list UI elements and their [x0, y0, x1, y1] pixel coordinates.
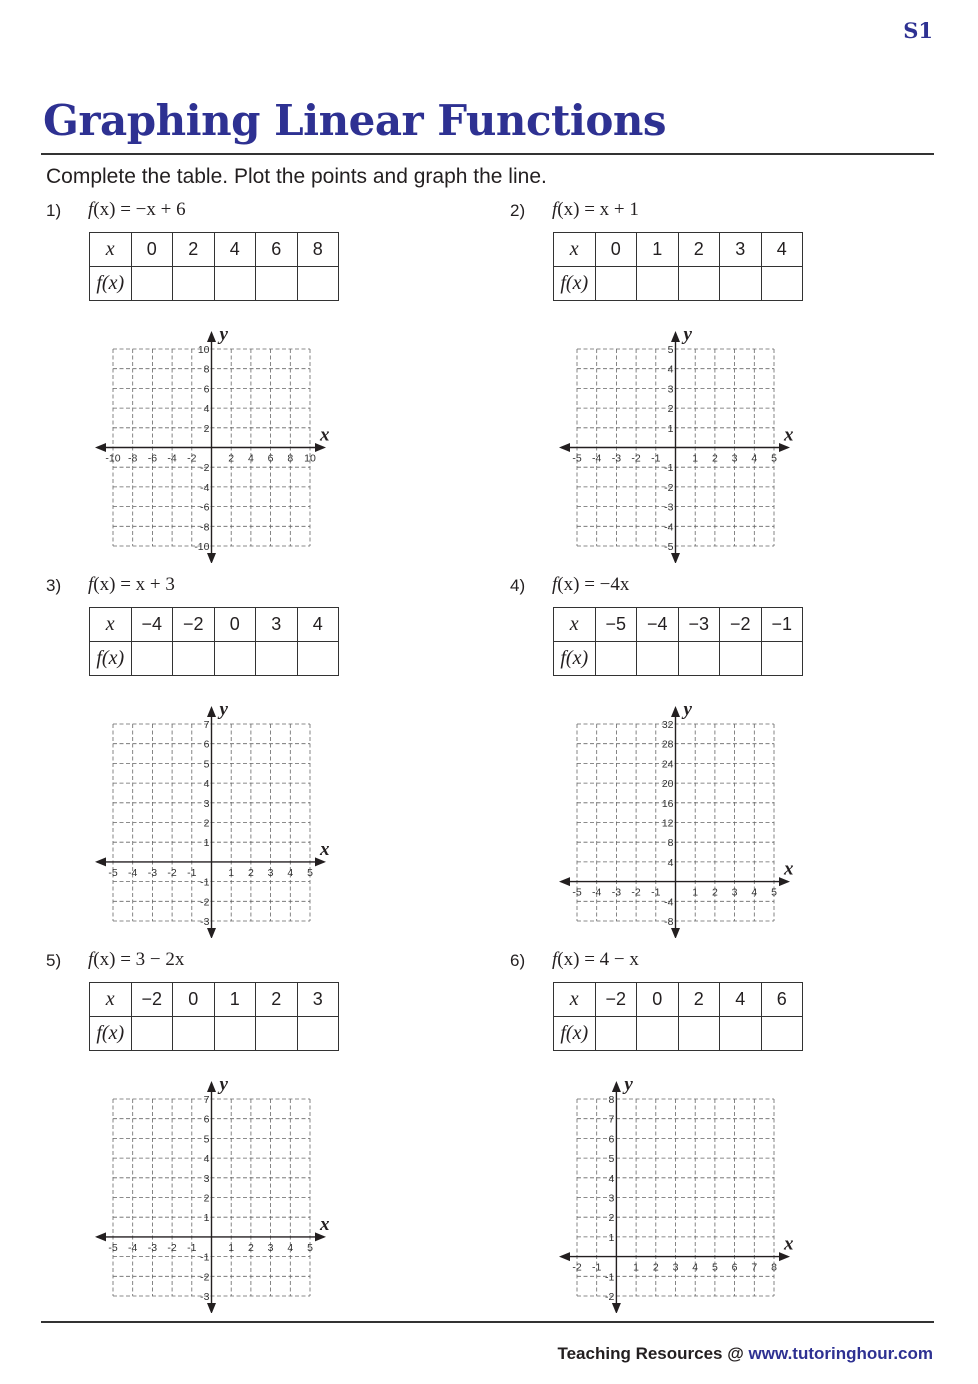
fx-answer-cell[interactable]	[678, 642, 720, 676]
x-tick-label: -2	[631, 886, 641, 899]
x-value-cell: 6	[256, 233, 298, 267]
sheet-code: S1	[903, 18, 933, 43]
x-tick-label: 2	[711, 452, 718, 465]
fx-answer-cell[interactable]	[214, 267, 256, 301]
y-axis-up-arrow-icon	[671, 706, 680, 717]
x-value-cell: 0	[637, 983, 679, 1017]
y-tick-label: 3	[608, 1192, 615, 1205]
x-value-cell: 3	[720, 233, 762, 267]
x-header-cell: x	[90, 983, 132, 1017]
y-axis-up-arrow-icon	[207, 706, 216, 717]
y-tick-label: 16	[661, 797, 674, 810]
y-tick-label: 8	[203, 363, 210, 376]
y-tick-label: 5	[203, 758, 210, 771]
x-tick-label: -2	[167, 866, 177, 879]
problem-6	[510, 951, 870, 1321]
x-tick-label: 4	[287, 866, 294, 879]
x-tick-label: 4	[287, 1241, 294, 1254]
fx-answer-cell[interactable]	[297, 1017, 339, 1051]
y-tick-label: -10	[194, 541, 210, 553]
function-rule	[88, 949, 184, 971]
coordinate-grid[interactable]	[550, 313, 800, 563]
fx-answer-cell[interactable]	[761, 1017, 803, 1051]
x-tick-label: -5	[108, 866, 118, 879]
y-tick-label: 6	[608, 1133, 615, 1146]
x-axis-label: x	[784, 1233, 794, 1255]
function-argument: (x)	[557, 574, 580, 595]
problem-3	[46, 576, 406, 946]
y-tick-label: 4	[608, 1172, 615, 1185]
fx-answer-cell[interactable]	[637, 1017, 679, 1051]
y-tick-label: 4	[203, 1153, 210, 1166]
y-tick-label: 6	[203, 383, 210, 396]
y-axis-label: y	[219, 699, 228, 720]
x-tick-label: 8	[771, 1261, 777, 1274]
x-value-cell: 0	[131, 233, 173, 267]
y-tick-label: 4	[203, 778, 210, 791]
x-tick-label: -3	[611, 886, 622, 899]
x-axis-label: x	[320, 1213, 330, 1235]
y-axis-down-arrow-icon	[207, 553, 216, 563]
y-tick-label: -1	[200, 1251, 210, 1264]
x-value-cell: 4	[297, 608, 339, 642]
x-tick-label: -2	[572, 1261, 582, 1274]
fx-answer-cell[interactable]	[678, 267, 720, 301]
x-row	[90, 608, 339, 642]
fx-answer-cell[interactable]	[678, 1017, 720, 1051]
x-tick-label: 1	[692, 452, 699, 465]
y-tick-label: 2	[203, 817, 210, 830]
x-value-cell: −5	[595, 608, 637, 642]
y-axis-label: y	[624, 1074, 633, 1095]
y-tick-label: 8	[667, 837, 674, 850]
y-tick-label: -4	[200, 481, 210, 494]
y-axis-label: y	[683, 324, 692, 345]
x-tick-label: -1	[187, 866, 197, 879]
y-tick-label: 5	[608, 1153, 615, 1166]
y-tick-label: -4	[664, 521, 674, 534]
x-row	[90, 983, 339, 1017]
x-axis-left-arrow-icon	[95, 857, 106, 866]
y-tick-label: 1	[667, 422, 674, 435]
function-rule	[88, 574, 175, 596]
x-tick-label: 2	[228, 452, 235, 465]
y-tick-label: -5	[664, 541, 674, 553]
fx-header-cell: f(x)	[90, 267, 132, 301]
y-tick-label: -4	[664, 896, 674, 909]
x-header-cell: x	[90, 233, 132, 267]
x-axis-label: x	[784, 424, 794, 446]
fx-answer-cell[interactable]	[173, 642, 215, 676]
y-tick-label: -1	[605, 1271, 615, 1284]
fx-header-cell: f(x)	[90, 1017, 132, 1051]
x-tick-label: -8	[128, 452, 138, 465]
x-tick-label: -1	[651, 452, 661, 465]
fx-row	[554, 267, 803, 301]
y-tick-label: -2	[200, 896, 210, 909]
y-tick-label: 2	[608, 1212, 615, 1225]
y-tick-label: -6	[200, 501, 210, 514]
y-tick-label: 2	[203, 422, 210, 435]
x-tick-label: -3	[147, 866, 158, 879]
y-axis-label: y	[219, 324, 228, 345]
function-name: f	[88, 949, 94, 970]
fx-answer-cell[interactable]	[173, 267, 215, 301]
x-header-cell: x	[554, 983, 596, 1017]
y-tick-label: 2	[203, 1192, 210, 1205]
fx-answer-cell[interactable]	[131, 267, 173, 301]
x-header-cell: x	[554, 233, 596, 267]
y-tick-label: -2	[200, 462, 210, 475]
x-value-cell: 0	[214, 608, 256, 642]
y-tick-label: 1	[608, 1231, 615, 1244]
coordinate-grid[interactable]	[550, 1063, 800, 1313]
x-value-cell: 4	[761, 233, 803, 267]
x-header-cell: x	[90, 608, 132, 642]
x-tick-label: 6	[267, 452, 274, 465]
page-title: Graphing Linear Functions	[43, 96, 667, 145]
x-tick-label: -3	[611, 452, 622, 465]
coordinate-grid[interactable]	[86, 313, 336, 563]
function-name: f	[552, 949, 558, 970]
y-tick-label: 4	[203, 403, 210, 416]
fx-answer-cell[interactable]	[173, 1017, 215, 1051]
x-tick-label: 7	[751, 1261, 758, 1274]
x-axis-left-arrow-icon	[559, 877, 570, 886]
y-axis-up-arrow-icon	[612, 1081, 621, 1092]
fx-answer-cell[interactable]	[131, 642, 173, 676]
x-tick-label: 3	[267, 1241, 274, 1254]
function-argument: (x)	[93, 199, 116, 220]
y-tick-label: 6	[203, 1113, 210, 1126]
function-expression: = 3 − 2x	[115, 949, 185, 970]
coordinate-grid[interactable]	[550, 688, 800, 938]
x-tick-label: -1	[651, 886, 661, 899]
x-tick-label: -1	[187, 1241, 197, 1254]
function-rule	[552, 949, 639, 971]
fx-answer-cell[interactable]	[720, 1017, 762, 1051]
x-tick-label: 5	[771, 886, 777, 899]
problem-number: 6)	[510, 951, 526, 970]
problem-4	[510, 576, 870, 946]
function-expression: = −x + 6	[115, 199, 186, 220]
fx-answer-cell[interactable]	[595, 642, 637, 676]
y-tick-label: 3	[667, 383, 674, 396]
function-argument: (x)	[557, 199, 580, 220]
fx-header-cell: f(x)	[90, 642, 132, 676]
y-tick-label: 10	[197, 344, 210, 356]
y-axis-down-arrow-icon	[207, 1303, 216, 1313]
x-axis-left-arrow-icon	[95, 1232, 106, 1241]
x-tick-label: -4	[128, 1241, 138, 1254]
footer-prefix: Teaching Resources @	[557, 1344, 749, 1363]
y-tick-label: -3	[200, 916, 210, 928]
x-tick-label: 5	[307, 866, 313, 879]
function-table	[553, 232, 803, 301]
y-tick-label: -1	[664, 462, 674, 475]
y-axis-down-arrow-icon	[671, 928, 680, 938]
function-expression: = −4x	[579, 574, 630, 595]
x-tick-label: 10	[304, 452, 316, 465]
x-tick-label: 4	[692, 1261, 699, 1274]
y-tick-label: 7	[203, 719, 210, 731]
y-axis-down-arrow-icon	[612, 1303, 621, 1313]
x-axis-label: x	[320, 424, 330, 446]
fx-answer-cell[interactable]	[214, 642, 256, 676]
x-value-cell: −1	[761, 608, 803, 642]
x-tick-label: -4	[128, 866, 138, 879]
y-tick-label: 24	[661, 758, 674, 771]
x-tick-label: -2	[167, 1241, 177, 1254]
fx-row	[90, 642, 339, 676]
fx-answer-cell[interactable]	[256, 267, 298, 301]
x-tick-label: -6	[147, 452, 158, 465]
x-axis-left-arrow-icon	[559, 443, 570, 452]
fx-header-cell: f(x)	[554, 267, 596, 301]
fx-answer-cell[interactable]	[761, 642, 803, 676]
fx-row	[90, 1017, 339, 1051]
x-tick-label: -5	[572, 452, 582, 465]
fx-answer-cell[interactable]	[720, 642, 762, 676]
fx-answer-cell[interactable]	[214, 1017, 256, 1051]
y-axis-label: y	[683, 699, 692, 720]
x-tick-label: -4	[592, 452, 602, 465]
x-value-cell: 1	[637, 233, 679, 267]
y-tick-label: -3	[200, 1291, 210, 1303]
y-tick-label: -3	[664, 501, 674, 514]
problem-number: 5)	[46, 951, 62, 970]
x-tick-label: 1	[633, 1261, 640, 1274]
x-tick-label: 3	[267, 866, 274, 879]
problem-1	[46, 201, 406, 571]
x-axis-label: x	[784, 858, 794, 880]
fx-answer-cell[interactable]	[297, 267, 339, 301]
x-tick-label: -5	[572, 886, 582, 899]
x-value-cell: 6	[761, 983, 803, 1017]
y-tick-label: 20	[661, 778, 674, 791]
fx-answer-cell[interactable]	[720, 267, 762, 301]
x-value-cell: 4	[214, 233, 256, 267]
x-value-cell: −4	[131, 608, 173, 642]
footer	[557, 1344, 933, 1364]
footer-url[interactable]: www.tutoringhour.com	[748, 1344, 933, 1363]
x-row	[554, 233, 803, 267]
x-tick-label: 5	[771, 452, 777, 465]
x-tick-label: 4	[751, 452, 758, 465]
footer-divider	[41, 1321, 934, 1323]
function-name: f	[88, 574, 94, 595]
fx-header-cell: f(x)	[554, 1017, 596, 1051]
x-tick-label: 1	[692, 886, 699, 899]
y-tick-label: 5	[203, 1133, 210, 1146]
y-tick-label: 5	[667, 344, 674, 356]
y-tick-label: 6	[203, 738, 210, 751]
x-tick-label: 1	[228, 1241, 235, 1254]
y-axis-up-arrow-icon	[207, 331, 216, 342]
x-row	[554, 983, 803, 1017]
fx-answer-cell[interactable]	[637, 642, 679, 676]
fx-answer-cell[interactable]	[595, 267, 637, 301]
function-rule	[552, 574, 629, 596]
y-axis-down-arrow-icon	[671, 553, 680, 563]
function-rule	[552, 199, 639, 221]
function-argument: (x)	[93, 949, 116, 970]
coordinate-grid[interactable]	[86, 1063, 336, 1313]
y-axis-up-arrow-icon	[207, 1081, 216, 1092]
problem-number: 2)	[510, 201, 526, 220]
x-value-cell: 4	[720, 983, 762, 1017]
y-tick-label: -2	[605, 1291, 615, 1303]
y-tick-label: 2	[667, 403, 674, 416]
x-value-cell: 1	[214, 983, 256, 1017]
fx-answer-cell[interactable]	[256, 642, 298, 676]
function-name: f	[552, 199, 558, 220]
problem-2	[510, 201, 870, 571]
x-tick-label: -2	[187, 452, 197, 465]
y-tick-label: 7	[203, 1094, 210, 1106]
fx-row	[554, 1017, 803, 1051]
function-expression: = 4 − x	[579, 949, 639, 970]
function-table	[89, 232, 339, 301]
problem-number: 4)	[510, 576, 526, 595]
y-tick-label: -2	[664, 481, 674, 494]
x-tick-label: 2	[247, 866, 254, 879]
y-tick-label: -8	[200, 521, 210, 534]
x-value-cell: 0	[595, 233, 637, 267]
x-value-cell: 0	[173, 983, 215, 1017]
y-tick-label: 4	[667, 363, 674, 376]
x-value-cell: −2	[173, 608, 215, 642]
fx-answer-cell[interactable]	[256, 1017, 298, 1051]
problem-number: 1)	[46, 201, 62, 220]
x-value-cell: −4	[637, 608, 679, 642]
x-row	[554, 608, 803, 642]
fx-answer-cell[interactable]	[637, 267, 679, 301]
x-tick-label: -10	[105, 452, 121, 465]
x-tick-label: -2	[631, 452, 641, 465]
x-value-cell: −3	[678, 608, 720, 642]
x-tick-label: -4	[167, 452, 177, 465]
problem-5	[46, 951, 406, 1321]
function-table	[553, 982, 803, 1051]
x-value-cell: 2	[173, 233, 215, 267]
y-tick-label: 7	[608, 1113, 615, 1126]
x-value-cell: 3	[256, 608, 298, 642]
x-tick-label: -1	[592, 1261, 602, 1274]
y-tick-label: 32	[661, 719, 674, 731]
y-tick-label: 1	[203, 1212, 210, 1225]
x-tick-label: 2	[247, 1241, 254, 1254]
x-value-cell: −2	[595, 983, 637, 1017]
x-tick-label: 2	[711, 886, 718, 899]
y-tick-label: 28	[661, 738, 674, 751]
fx-row	[90, 267, 339, 301]
x-value-cell: 2	[678, 233, 720, 267]
fx-answer-cell[interactable]	[595, 1017, 637, 1051]
x-axis-left-arrow-icon	[559, 1252, 570, 1261]
fx-answer-cell[interactable]	[297, 642, 339, 676]
y-axis-up-arrow-icon	[671, 331, 680, 342]
x-tick-label: 5	[711, 1261, 718, 1274]
function-expression: = x + 1	[579, 199, 639, 220]
y-tick-label: 1	[203, 837, 210, 850]
y-tick-label: -2	[200, 1271, 210, 1284]
x-tick-label: 5	[307, 1241, 313, 1254]
title-divider	[41, 153, 934, 155]
y-axis-label: y	[219, 1074, 228, 1095]
x-axis-left-arrow-icon	[95, 443, 106, 452]
function-rule	[88, 199, 186, 221]
x-tick-label: 8	[287, 452, 294, 465]
x-tick-label: 4	[751, 886, 758, 899]
instructions: Complete the table. Plot the points and graph the line.	[46, 165, 547, 188]
function-expression: = x + 3	[115, 574, 175, 595]
x-tick-label: -3	[147, 1241, 158, 1254]
x-row	[90, 233, 339, 267]
x-tick-label: 3	[731, 452, 738, 465]
coordinate-grid[interactable]	[86, 688, 336, 938]
problem-number: 3)	[46, 576, 62, 595]
x-tick-label: 3	[672, 1261, 679, 1274]
y-tick-label: 12	[661, 817, 674, 830]
fx-answer-cell[interactable]	[131, 1017, 173, 1051]
function-table	[89, 982, 339, 1051]
x-tick-label: 3	[731, 886, 738, 899]
fx-row	[554, 642, 803, 676]
x-value-cell: 8	[297, 233, 339, 267]
x-tick-label: 6	[731, 1261, 738, 1274]
x-value-cell: −2	[131, 983, 173, 1017]
x-value-cell: 2	[678, 983, 720, 1017]
y-axis-down-arrow-icon	[207, 928, 216, 938]
x-value-cell: 3	[297, 983, 339, 1017]
x-value-cell: −2	[720, 608, 762, 642]
y-tick-label: 3	[203, 1172, 210, 1185]
function-name: f	[552, 574, 558, 595]
x-tick-label: 2	[652, 1261, 659, 1274]
x-tick-label: -4	[592, 886, 602, 899]
x-tick-label: 1	[228, 866, 235, 879]
function-table	[553, 607, 803, 676]
y-tick-label: -1	[200, 876, 210, 889]
x-value-cell: 2	[256, 983, 298, 1017]
x-tick-label: -5	[108, 1241, 118, 1254]
x-axis-label: x	[320, 838, 330, 860]
function-name: f	[88, 199, 94, 220]
y-tick-label: 3	[203, 797, 210, 810]
function-argument: (x)	[557, 949, 580, 970]
fx-answer-cell[interactable]	[761, 267, 803, 301]
y-tick-label: -8	[664, 916, 674, 928]
y-tick-label: 8	[608, 1094, 615, 1106]
x-header-cell: x	[554, 608, 596, 642]
y-tick-label: 4	[667, 856, 674, 869]
fx-header-cell: f(x)	[554, 642, 596, 676]
function-table	[89, 607, 339, 676]
function-argument: (x)	[93, 574, 116, 595]
x-tick-label: 4	[247, 452, 254, 465]
